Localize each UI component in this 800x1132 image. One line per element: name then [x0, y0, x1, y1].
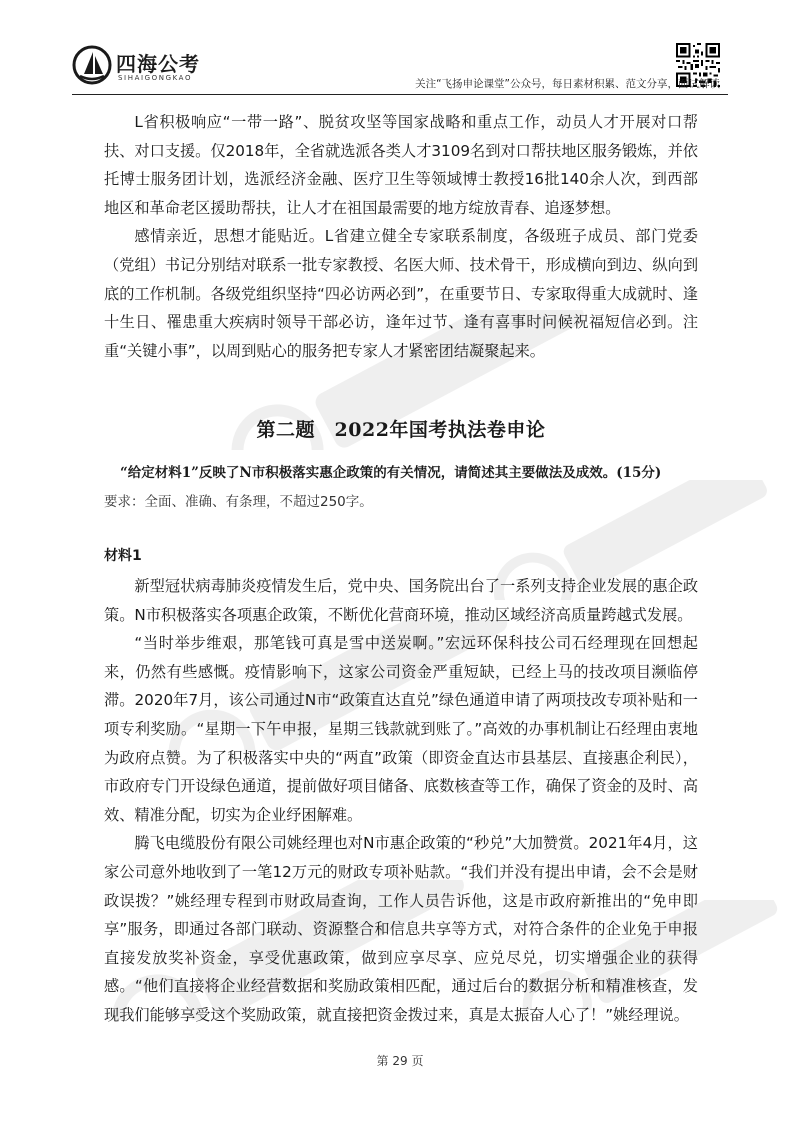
header-tagline: 关注“飞扬申论课堂”公众号，每日素材积累、范文分享，面试解读	[415, 78, 720, 90]
sailboat-logo-icon	[72, 44, 112, 86]
paragraph: 感情亲近，思想才能贴近。L省建立健全专家联系制度，各级班子成员、部门党委（党组）书记分别结对联系一批专家教授、名医大师、技术骨干，形成横向到边、纵向到底的工作机制。各级党组织坚持“四必访两必到”，在重要节日、专家取得重大成就时、逢十生日、罹患重大疾病时领导干部必访，逢年过节、逢有喜事时问候祝福短信必到。注重“关键小事”，以周到贴心的服务把专家人才紧密团结凝聚起来。	[104, 227, 698, 360]
header-divider	[72, 94, 728, 95]
material-heading: 材料1	[104, 548, 142, 564]
page-header	[0, 0, 800, 100]
paragraph: 新型冠状病毒肺炎疫情发生后，党中央、国务院出台了一系列支持企业发展的惠企政策。N市积极落实各项惠企政策，不断优化营商环境，推动区域经济高质量跨越式发展。	[104, 577, 698, 624]
intro-section	[104, 108, 698, 365]
material-body	[104, 572, 698, 1030]
paragraph: 腾飞电缆股份有限公司姚经理也对N市惠企政策的“秒兑”大加赞赏。2021年4月，这家公司意外地收到了一笔12万元的财政专项补贴款。“我们并没有提出申请，会不会是财政误拨？”姚经理专程到市财政局查询，工作人员告诉他，这是市政府新推出的“免申即享”服务，即通过各部门联动、资源整合和信息共享等方式，对符合条件的企业免于申报直接发放奖补资金，享受优惠政策，做到应享尽享、应兑尽兑，切实增强企业的获得感。“他们直接将企业经营数据和奖励政策相匹配，通过后台的数据分析和精准核查，发现我们能够享受这个奖励政策，就直接把资金拨过来，真是太振奋人心了！”姚经理说。	[104, 834, 698, 1024]
page-number: 第 29 页	[376, 1054, 424, 1068]
paragraph: “当时举步维艰，那笔钱可真是雪中送炭啊。”宏远环保科技公司石经理现在回想起来，仍然有些感慨。疫情影响下，这家公司资金严重短缺，已经上马的技改项目濒临停滞。2020年7月，该公司通过N市“政策直达直兑”绿色通道申请了两项技改专项补贴和一项专利奖励。“星期一下午申报，星期三钱款就到账了。”高效的办事机制让石经理由衷地为政府点赞。为了积极落实中央的“两直”政策（即资金直达市县基层、直接惠企利民），市政府专门开设绿色通道，提前做好项目储备、底数核查等工作，确保了资金的及时、高效、精准分配，切实为企业纾困解难。	[104, 634, 698, 824]
brand-subtitle: SIHAIGONGKAO	[118, 74, 193, 82]
section-title: 第二题 2022年国考执法卷申论	[256, 419, 546, 441]
question-text: “给定材料1”反映了N市积极落实惠企政策的有关情况，请简述其主要做法及成效。(15分)	[120, 465, 662, 481]
requirement-text: 要求：全面、准确、有条理，不超过250字。	[104, 494, 373, 510]
paragraph: L省积极响应“一带一路”、脱贫攻坚等国家战略和重点工作，动员人才开展对口帮扶、对口支援。仅2018年，全省就选派各类人才3109名到对口帮扶地区服务锻炼，并依托博士服务团计划，选派经济金融、医疗卫生等领域博士教授16批140余人次，到西部地区和革命老区援助帮扶，让人才在祖国最需要的地方绽放青春、追逐梦想。	[104, 113, 698, 217]
brand-name: 四海公考	[116, 52, 200, 76]
brand-logo	[72, 44, 212, 92]
